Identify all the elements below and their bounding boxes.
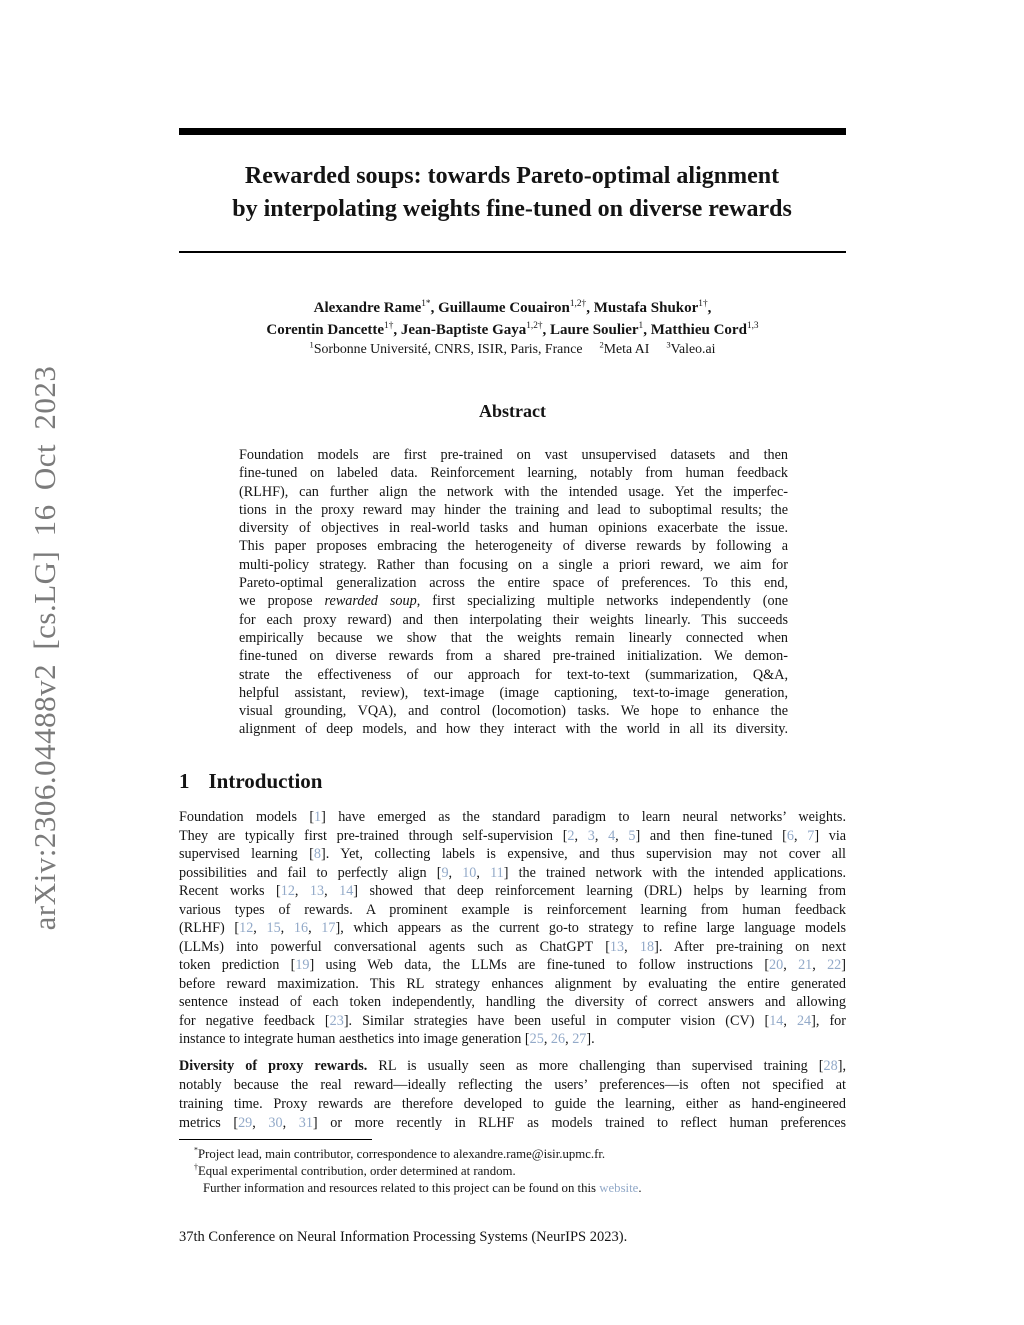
text-line: notably because the real reward—ideally reflecting the users’ preferences—is often not specified at (179, 1077, 846, 1093)
citation-link[interactable]: 31 (298, 1115, 313, 1131)
citation-link[interactable]: 5 (628, 827, 636, 844)
citation-link[interactable]: 28 (823, 1058, 838, 1074)
text-line: instance to integrate human aesthetics into image generation [25, 26, 27]. (179, 1031, 595, 1047)
website-link[interactable]: website (599, 1180, 639, 1195)
intro-paragraph-2 (179, 1057, 846, 1133)
text-line: Foundation models [1] have emerged as the standard paradigm to learn neural networks’ weights. (179, 809, 846, 825)
text-line: possibilities and fail to perfectly align [9, 10, 11] the trained network with the intended applications. (179, 864, 847, 881)
text-line: Rewarded soups: towards Pareto-optimal alignment (244, 163, 780, 189)
citation-link[interactable]: 15 (266, 920, 281, 936)
text-line: we propose rewarded soup, first specializing multiple networks independently (one (239, 593, 788, 610)
text-line: $^1$Sorbonne Université, CNRS, ISIR, Paris, France $^2$Meta AI $^3$Valeo.ai (309, 339, 716, 356)
title-rule-bottom (179, 251, 846, 253)
text-line: They are typically first pre-trained through self-supervision [2, 3, 4, 5] and then fine-tuned [6, 7] via (179, 827, 847, 844)
bold-run-in-heading: Diversity of proxy rewards. (179, 1058, 368, 1074)
footnotes (179, 1146, 846, 1196)
citation-link[interactable]: 22 (827, 957, 842, 973)
title-rule-top (179, 128, 846, 135)
text-line: *Project lead, main contributor, correspondence to alexandre.rame@isir.upmc.fr. (194, 1145, 606, 1161)
citation-link[interactable]: 9 (441, 864, 449, 881)
text-line: empirically because we show that the weights remain linearly connected when (239, 629, 788, 646)
citation-link[interactable]: 20 (769, 957, 784, 973)
citation-link[interactable]: 3 (587, 827, 595, 844)
superscript-marker: 1,2† (569, 299, 587, 309)
text-line: supervised learning [8]. Yet, collecting labels is expensive, and thus supervision may not cover all (179, 846, 846, 862)
superscript-marker: † (194, 1162, 198, 1172)
citation-link[interactable]: 25 (529, 1031, 544, 1047)
citation-link[interactable]: 10 (462, 864, 477, 881)
affiliations (179, 341, 846, 357)
citation-link[interactable]: 23 (329, 1012, 344, 1029)
superscript-marker: 1† (384, 321, 394, 331)
text-line: before reward maximization. This RL strategy enhances alignment by evaluating the entire generated (179, 975, 846, 992)
citation-link[interactable]: 2 (567, 827, 575, 844)
superscript-marker: 1,3 (746, 321, 759, 331)
text-line: (RLHF) [12, 15, 16, 17], which appears as the current go-to strategy to refine large language models (179, 920, 847, 936)
superscript-marker: 1,2† (526, 321, 543, 331)
citation-link[interactable]: 1 (314, 809, 322, 825)
section-heading-introduction (179, 769, 322, 794)
text-line: for negative feedback [23]. Similar strategies have been useful in computer vision (CV) [14, 24], for (179, 1012, 846, 1029)
text-line: This paper proposes embracing the heterogeneity of diverse rewards by following a (239, 538, 788, 555)
text-line: sentence instead of each token independently, handling the diversity of correct answers and allowing (179, 994, 846, 1010)
text-line: diversity of objectives in real-world tasks and human opinions exacerbate the issue. (239, 520, 788, 537)
citation-link[interactable]: 27 (572, 1031, 587, 1047)
text-line: metrics [29, 30, 31] or more recently in RLHF as models trained to reflect human preferences (179, 1115, 847, 1131)
text-line: Recent works [12, 13, 14] showed that deep reinforcement learning (DRL) helps by learning from (179, 883, 847, 899)
citation-link[interactable]: 29 (238, 1115, 253, 1131)
superscript-marker: 3 (666, 339, 671, 350)
text-line: token prediction [19] using Web data, the LLMs are fine-tuned to follow instructions [20, 21, 22] (179, 957, 846, 973)
text-line: various types of rewards. A prominent example is reinforcement learning from human feedback (179, 901, 846, 918)
citation-link[interactable]: 19 (295, 957, 310, 973)
conference-footer: 37th Conference on Neural Information Processing Systems (NeurIPS 2023). (179, 1229, 628, 1245)
text-line: Alexandre Rame$^{1*}$, Guillaume Couairon$^{1,2\dagger}$, Mustafa Shukor$^{1\dagger}$, (313, 299, 712, 316)
text-line: helpful assistant, review), text-image (image captioning, text-to-image generation, (239, 684, 788, 701)
text-line: (RLHF), can further align the network with the intended usage. Yet the imperfec- (239, 483, 788, 500)
citation-link[interactable]: 7 (807, 827, 815, 844)
citation-link[interactable]: 24 (796, 1012, 812, 1029)
citation-link[interactable]: 6 (786, 827, 794, 844)
text-line: Further information and resources related to this project can be found on this website. (203, 1180, 642, 1195)
superscript-marker: 1 (309, 339, 314, 350)
citation-link[interactable]: 11 (490, 864, 504, 881)
text-line: visual grounding, VQA), and control (locomotion) tasks. We hope to enhance the (239, 703, 788, 720)
text-line: multi-policy strategy. Rather than focusing on a single a priori reward, we aim for (239, 556, 788, 573)
footnote-rule (179, 1139, 372, 1140)
citation-link[interactable]: 13 (609, 938, 625, 955)
citation-link[interactable]: 30 (268, 1115, 283, 1131)
section-number: 1 (179, 769, 190, 793)
citation-link[interactable]: 4 (608, 827, 616, 844)
text-line: (LLMs) into powerful conversational agents such as ChatGPT [13, 18]. After pre-training on next (179, 938, 847, 955)
italic-term: rewarded soup (324, 593, 417, 610)
citation-link[interactable]: 8 (313, 846, 321, 862)
arxiv-stamp: arXiv:2306.04488v2 [cs.LG] 16 Oct 2023 (27, 365, 62, 931)
abstract-heading: Abstract (479, 401, 546, 421)
text-line: Diversity of proxy rewards. RL is usually seen as more challenging than supervised training [28], (179, 1058, 846, 1074)
citation-link[interactable]: 16 (293, 920, 309, 936)
section-title: Introduction (208, 769, 323, 793)
citation-link[interactable]: 12 (280, 883, 295, 899)
paper-title (134, 160, 890, 226)
citation-link[interactable]: 17 (321, 920, 336, 936)
abstract-text (239, 446, 788, 739)
citation-link[interactable]: 26 (550, 1031, 566, 1047)
citation-link[interactable]: 21 (798, 957, 813, 973)
citation-link[interactable]: 18 (639, 938, 655, 955)
citation-link[interactable]: 12 (239, 920, 254, 936)
text-line: fine-tuned on diverse rewards from a shared pre-trained initialization. We demon- (239, 648, 788, 665)
superscript-marker: 1 (638, 321, 644, 331)
text-line: for each proxy reward) and then interpolating their weights linearly. This succeeds (239, 611, 788, 628)
author-list (179, 297, 846, 341)
text-line: strate the effectiveness of our approach for text-to-text (summarization, Q&A, (239, 666, 788, 683)
superscript-marker: * (194, 1145, 198, 1155)
text-line: alignment of deep models, and how they interact with the world in all its diversity. (239, 721, 788, 738)
text-line: †Equal experimental contribution, order determined at random. (194, 1162, 516, 1178)
text-line: training time. Proxy rewards are therefore developed to guide the learning, either as hand-engineered (179, 1096, 846, 1112)
superscript-marker: 1* (421, 299, 431, 309)
citation-link[interactable]: 14 (339, 883, 354, 899)
text-line: Foundation models are first pre-trained on vast unsupervised datasets and then (239, 447, 788, 463)
intro-paragraph-1 (179, 808, 846, 1049)
text-line: fine-tuned on labeled data. Reinforcement learning, notably from human feedback (239, 465, 788, 482)
text-line: Corentin Dancette$^{1\dagger}$, Jean-Baptiste Gaya$^{1,2\dagger}$, Laure Soulier$^1$, Matthieu Cord$^{1,3}$ (266, 321, 759, 338)
citation-link[interactable]: 14 (769, 1012, 784, 1029)
text-line: tions in the proxy reward may hinder the training and lead to suboptimal results; the (239, 501, 788, 518)
citation-link[interactable]: 13 (309, 883, 325, 899)
text-line: by interpolating weights fine-tuned on diverse rewards (232, 196, 792, 222)
superscript-marker: 1† (698, 299, 708, 309)
superscript-marker: 2 (599, 339, 604, 350)
text-line: Pareto-optimal generalization across the entire space of preferences. To this end, (239, 575, 788, 592)
